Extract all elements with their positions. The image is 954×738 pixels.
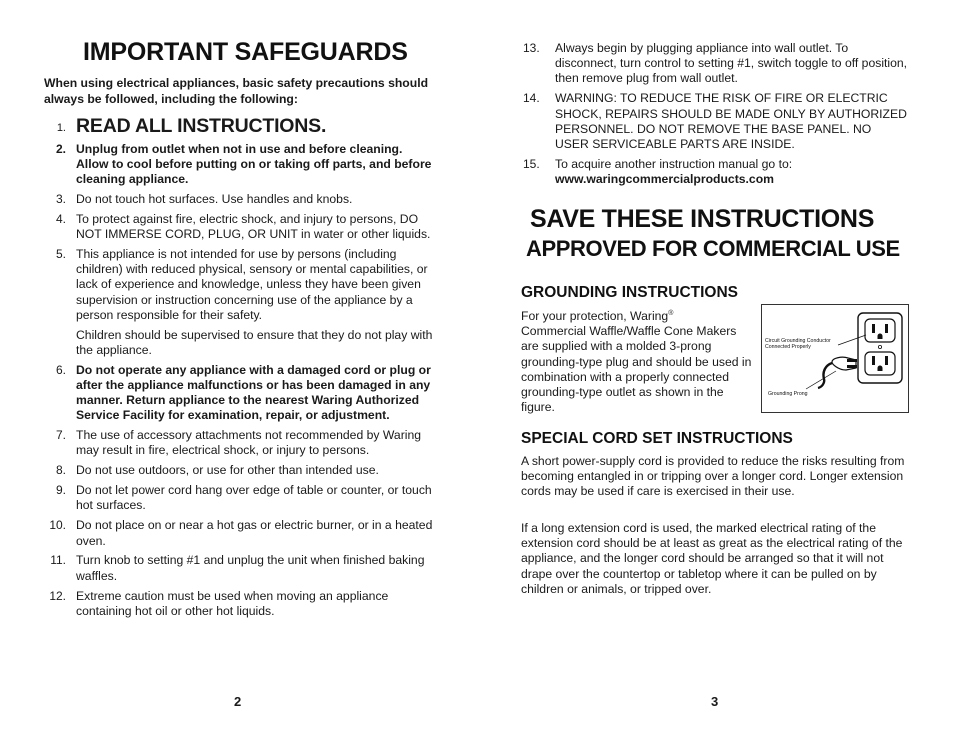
item-number: 8. <box>55 463 66 478</box>
list-item <box>44 553 436 583</box>
item-text: Do not let power cord hang over edge of table or counter, or touch hot surfaces. <box>76 483 432 513</box>
list-item <box>44 212 436 242</box>
item-number: 6. <box>55 362 66 377</box>
item-text: To acquire another instruction manual go to: <box>555 156 793 171</box>
item-number: 14. <box>523 91 540 106</box>
item-number: 5. <box>55 246 66 261</box>
save-instructions-heading: SAVE THESE INSTRUCTIONS <box>530 205 875 233</box>
item-number: 10. <box>49 518 66 533</box>
item-text: Do not operate any appliance with a damaged cord or plug or after the appliance malfunctions or has been damaged in any manner. Return appliance to the nearest Waring Authorized Service Facility for examination, repair, or adjustment. <box>76 362 431 423</box>
page-title: IMPORTANT SAFEGUARDS <box>83 38 408 66</box>
grounding-text: For your protection, Waring® Commercial Waffle/Waffle Cone Makers are supplied with a molded 3-prong grounding-type plug and should be used in combination with a properly connected grounding-type outlet as shown in the figure. <box>521 309 752 415</box>
approved-heading: APPROVED FOR COMMERCIAL USE <box>526 236 900 261</box>
list-item <box>44 518 436 548</box>
item-number: 7. <box>55 428 66 443</box>
item-text: Turn knob to setting #1 and unplug the unit when finished baking waffles. <box>76 553 425 583</box>
list-item <box>44 115 436 137</box>
website-link[interactable]: www.waringcommercialproducts.com <box>555 172 774 186</box>
item-subparagraph: Children should be supervised to ensure that they do not play with the appliance. <box>76 327 433 357</box>
item-number: 1. <box>56 122 66 134</box>
list-item <box>44 142 436 188</box>
list-item <box>44 589 436 619</box>
item-text: Always begin by plugging appliance into wall outlet. To disconnect, turn control to setting #1, switch toggle to off position, then remove plug from wall outlet. <box>555 41 908 86</box>
item-number: 9. <box>55 483 66 498</box>
item-text: Unplug from outlet when not in use and before cleaning. Allow to cool before putting on or taking off parts, and before cleaning appliance. <box>76 141 432 187</box>
item-text: The use of accessory attachments not recommended by Waring may result in fire, electrical shock, or injury to persons. <box>76 428 422 458</box>
cord-paragraph-1: A short power-supply cord is provided to reduce the risks resulting from becoming entangled in or tripping over a longer cord. Longer extension cords may be used if care is exercised in their use. <box>521 454 905 499</box>
item-number: 3. <box>55 191 66 206</box>
item-text: Do not touch hot surfaces. Use handles and knobs. <box>76 191 353 206</box>
grounding-heading: GROUNDING INSTRUCTIONS <box>521 284 738 301</box>
grounding-outlet-figure <box>761 304 909 413</box>
right-page <box>477 0 954 738</box>
item-number: 15. <box>523 156 540 171</box>
conductor-label: Circuit Grounding Conductor Connected Properly <box>765 338 831 350</box>
list-item <box>44 192 436 207</box>
safeguards-list <box>44 115 436 624</box>
list-item <box>44 363 436 424</box>
list-item <box>523 91 908 152</box>
intro-text: When using electrical appliances, basic safety precautions should always be followed, including the following: <box>44 76 429 106</box>
registered-mark: ® <box>668 310 674 317</box>
grounding-prong-label: Grounding Prong <box>768 391 808 397</box>
item-text: To protect against fire, electric shock, and injury to persons, DO NOT IMMERSE CORD, PLUG, OR UNIT in water or other liquids. <box>76 211 431 242</box>
item-number: 2. <box>55 141 66 156</box>
item-text: Extreme caution must be used when moving an appliance containing hot oil or other hot liquids. <box>76 588 389 618</box>
item-text: WARNING: TO REDUCE THE RISK OF FIRE OR ELECTRIC SHOCK, REPAIRS SHOULD BE MADE ONLY BY AUTHORIZED PERSONNEL. DO NOT REMOVE THE BASE PANEL. NO USER SERVICEABLE PARTS ARE INSIDE. <box>555 91 907 151</box>
item-number: 12. <box>49 588 66 603</box>
item-text: This appliance is not intended for use by persons (including children) with reduced physical, sensory or mental capabilities, or lack of experience and knowledge, unless they have been given supervision or instruction concerning use of the appliance by a person responsible for their safety. <box>76 246 428 322</box>
item-text: Do not place on or near a hot gas or electric burner, or in a heated oven. <box>76 518 433 548</box>
page-number: 2 <box>234 694 242 709</box>
list-item <box>44 247 436 323</box>
item-number: 11. <box>50 553 66 568</box>
item-number: 4. <box>55 211 66 226</box>
list-item <box>44 463 436 478</box>
cord-paragraph-2: If a long extension cord is used, the marked electrical rating of the extension cord should be at least as great as the electrical rating of the appliance, and the longer cord should be arranged so that it will not drape over the countertop or tabletop where it can be pulled on by children or animals, or tripped over. <box>521 521 903 596</box>
item-number: 13. <box>523 41 540 55</box>
item-text: Do not use outdoors, or use for other than intended use. <box>76 463 379 478</box>
page-number: 3 <box>711 694 719 709</box>
list-item <box>44 428 436 458</box>
item-text: READ ALL INSTRUCTIONS. <box>76 115 327 137</box>
list-item <box>523 41 908 87</box>
list-item <box>523 157 908 187</box>
safeguards-list-continued <box>523 41 908 192</box>
list-item <box>44 483 436 513</box>
cord-heading: SPECIAL CORD SET INSTRUCTIONS <box>521 430 793 447</box>
